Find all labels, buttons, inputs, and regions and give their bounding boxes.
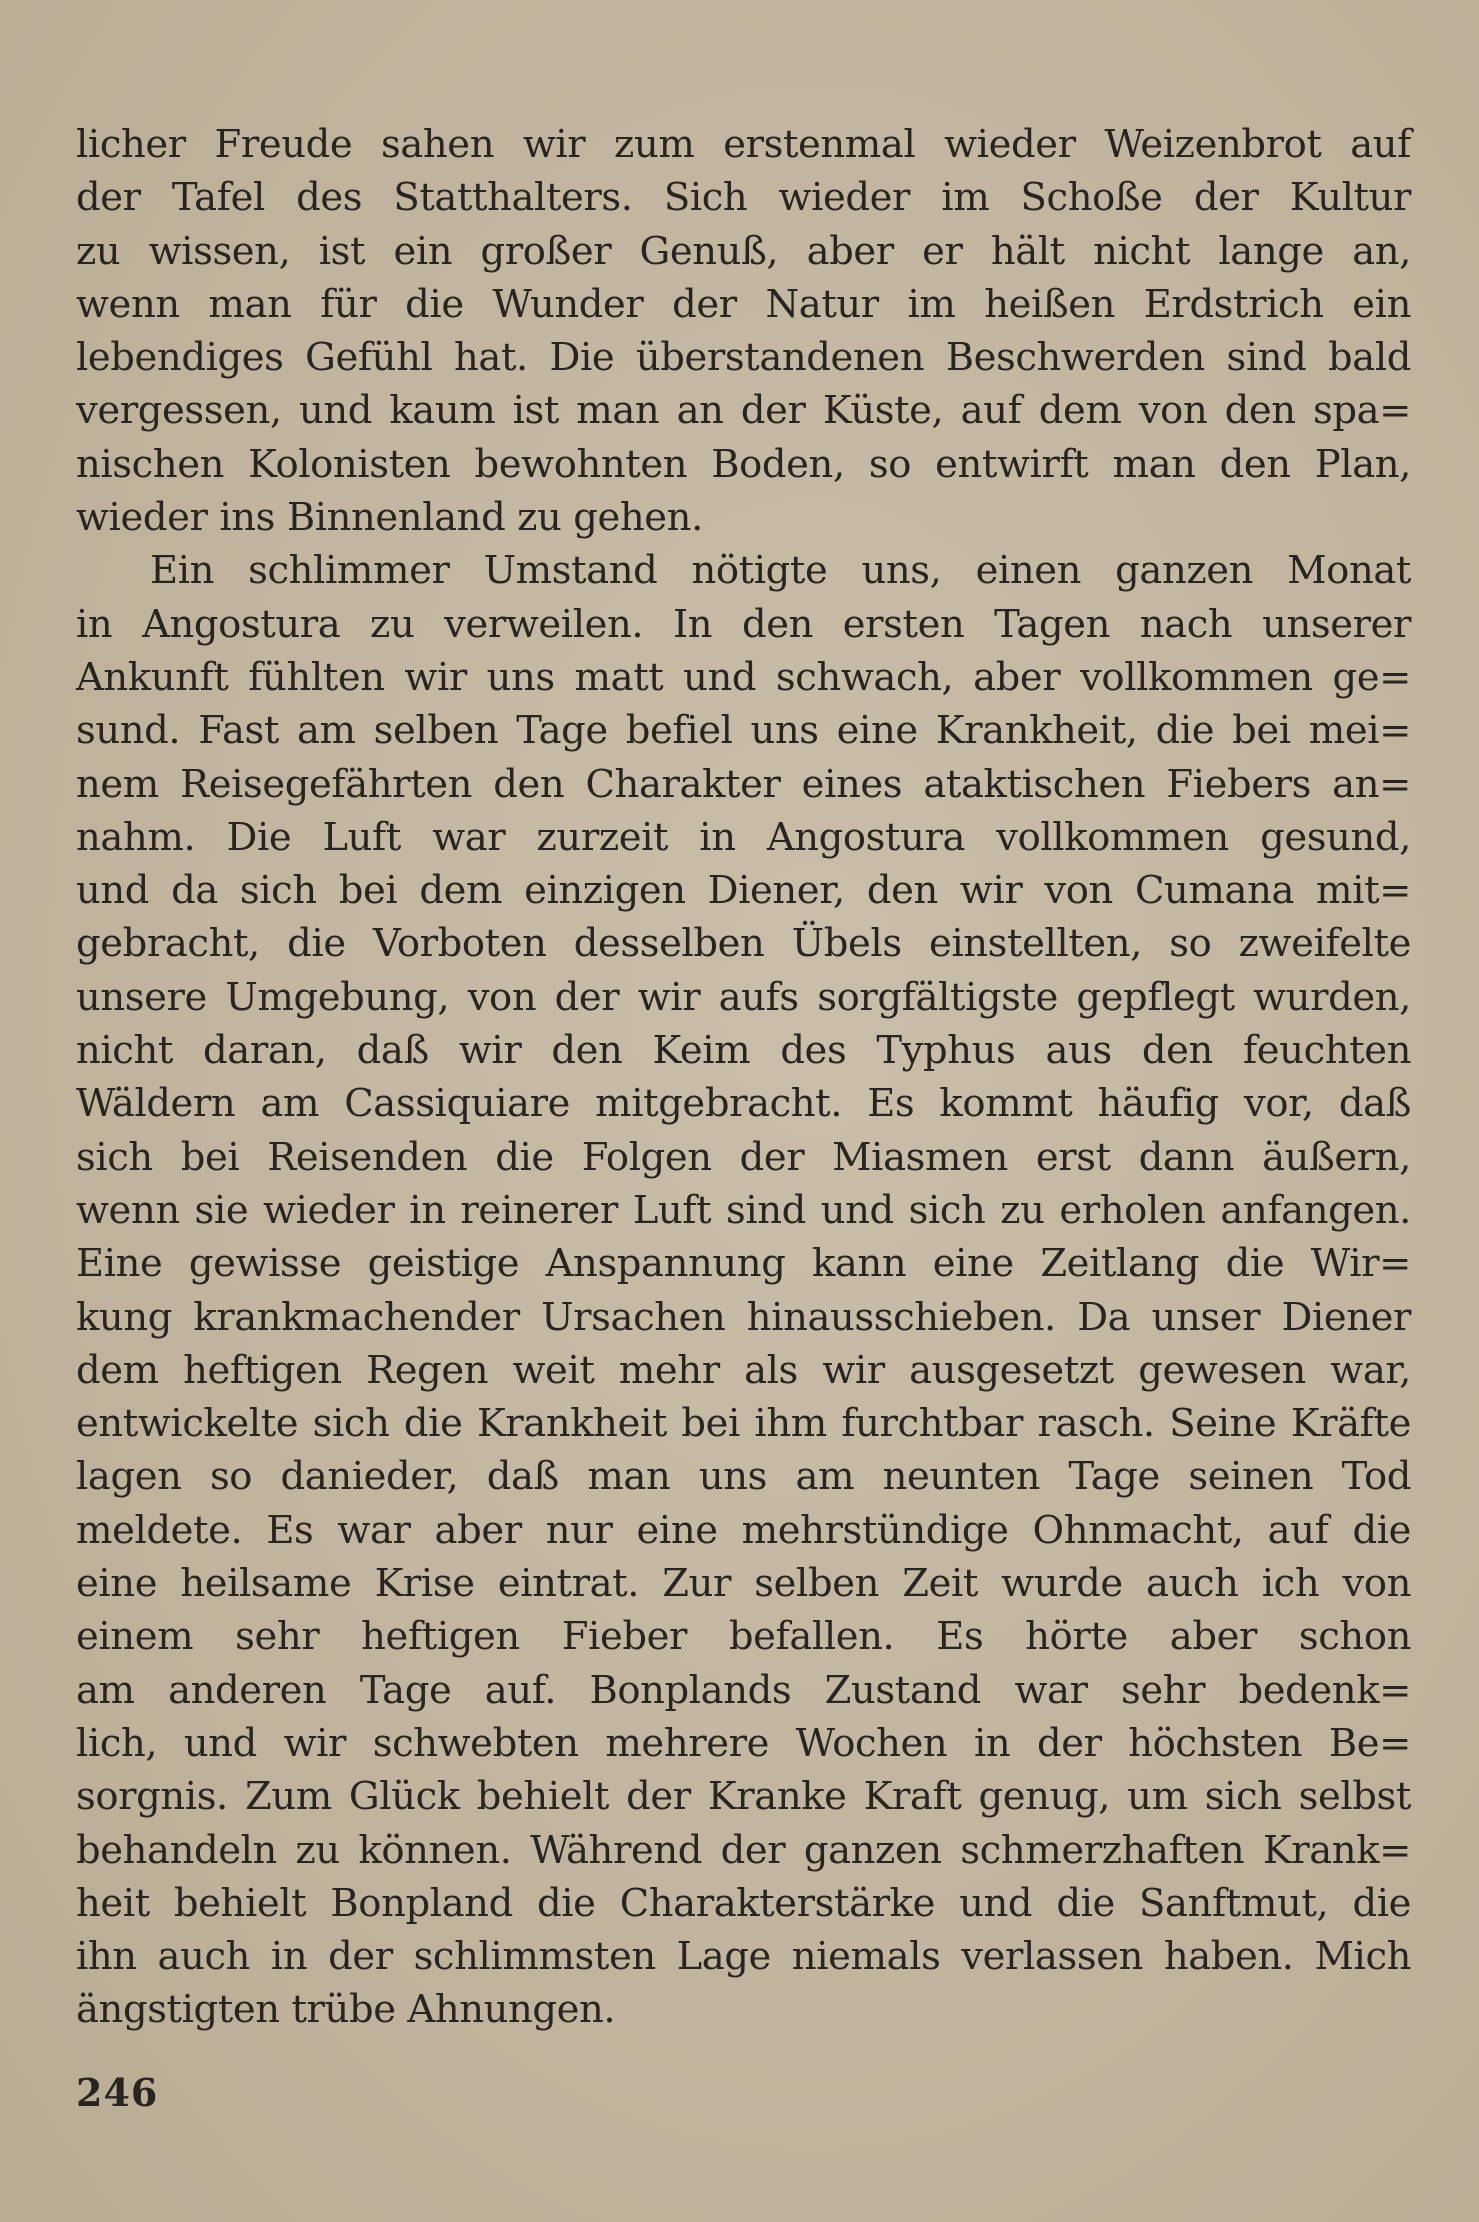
text-line: gebracht, die Vorboten desselben Übels einstellten, so zweifelte	[76, 921, 1411, 967]
body-text	[76, 118, 1411, 2037]
text-line: sund. Fast am selben Tage befiel uns eine Krankheit, die bei mei=	[76, 708, 1411, 754]
text-line: Eine gewisse geistige Anspannung kann eine Zeitlang die Wir=	[76, 1241, 1411, 1287]
text-line: entwickelte sich die Krankheit bei ihm furchtbar rasch. Seine Kräfte	[76, 1401, 1411, 1447]
text-line: wieder ins Binnenland zu gehen.	[76, 495, 703, 541]
text-line: lagen so danieder, daß man uns am neunten Tage seinen Tod	[76, 1454, 1411, 1500]
text-line: lebendiges Gefühl hat. Die überstandenen Beschwerden sind bald	[76, 335, 1411, 381]
text-line: vergessen, und kaum ist man an der Küste, auf dem von den spa=	[76, 388, 1411, 434]
text-line: sich bei Reisenden die Folgen der Miasmen erst dann äußern,	[76, 1134, 1411, 1180]
text-line: lich, und wir schwebten mehrere Wochen in der höchsten Be=	[76, 1720, 1411, 1766]
text-line: Ankunft fühlten wir uns matt und schwach, aber vollkommen ge=	[76, 654, 1411, 700]
text-line: meldete. Es war aber nur eine mehrstündige Ohnmacht, auf die	[76, 1507, 1411, 1553]
text-line: unsere Umgebung, von der wir aufs sorgfältigste gepflegt wurden,	[76, 974, 1411, 1020]
text-line: dem heftigen Regen weit mehr als wir ausgesetzt gewesen war,	[76, 1347, 1411, 1393]
text-line: zu wissen, ist ein großer Genuß, aber er hält nicht lange an,	[76, 228, 1411, 274]
text-line: nahm. Die Luft war zurzeit in Angostura vollkommen gesund,	[76, 814, 1411, 860]
text-line: behandeln zu können. Während der ganzen schmerzhaften Krank=	[76, 1827, 1411, 1873]
text-line: ihn auch in der schlimmsten Lage niemals verlassen haben. Mich	[76, 1934, 1411, 1980]
text-line: heit behielt Bonpland die Charakterstärke und die Sanftmut, die	[76, 1880, 1411, 1926]
text-line: licher Freude sahen wir zum erstenmal wieder Weizenbrot auf	[76, 122, 1411, 167]
text-line: am anderen Tage auf. Bonplands Zustand war sehr bedenk=	[76, 1667, 1411, 1713]
text-line: ängstigten trübe Ahnungen.	[76, 1987, 616, 2033]
text-line: in Angostura zu verweilen. In den ersten Tagen nach unserer	[76, 601, 1411, 647]
text-line: Wäldern am Cassiquiare mitgebracht. Es kommt häufig vor, daß	[76, 1081, 1411, 1127]
text-line: sorgnis. Zum Glück behielt der Kranke Kraft genug, um sich selbst	[76, 1774, 1411, 1820]
paragraph-1	[76, 118, 1411, 544]
page-number: 246	[76, 2070, 159, 2115]
text-line: Ein schlimmer Umstand nötigte uns, einen ganzen Monat	[150, 548, 1411, 594]
text-line: wenn sie wieder in reinerer Luft sind und sich zu erholen anfangen.	[76, 1187, 1411, 1233]
text-line: eine heilsame Krise eintrat. Zur selben Zeit wurde auch ich von	[76, 1561, 1411, 1607]
text-line: und da sich bei dem einzigen Diener, den wir von Cumana mit=	[76, 868, 1411, 914]
paragraph-2	[76, 544, 1411, 2036]
text-line: nischen Kolonisten bewohnten Boden, so entwirft man den Plan,	[76, 441, 1411, 487]
text-line: kung krankmachender Ursachen hinausschieben. Da unser Diener	[76, 1294, 1411, 1340]
text-line: nicht daran, daß wir den Keim des Typhus aus den feuchten	[76, 1028, 1411, 1074]
text-line: wenn man für die Wunder der Natur im heißen Erdstrich ein	[76, 281, 1411, 327]
text-line: der Tafel des Statthalters. Sich wieder im Schoße der Kultur	[76, 175, 1411, 221]
text-line: einem sehr heftigen Fieber befallen. Es hörte aber schon	[76, 1614, 1411, 1660]
text-line: nem Reisegefährten den Charakter eines ataktischen Fiebers an=	[76, 761, 1411, 807]
